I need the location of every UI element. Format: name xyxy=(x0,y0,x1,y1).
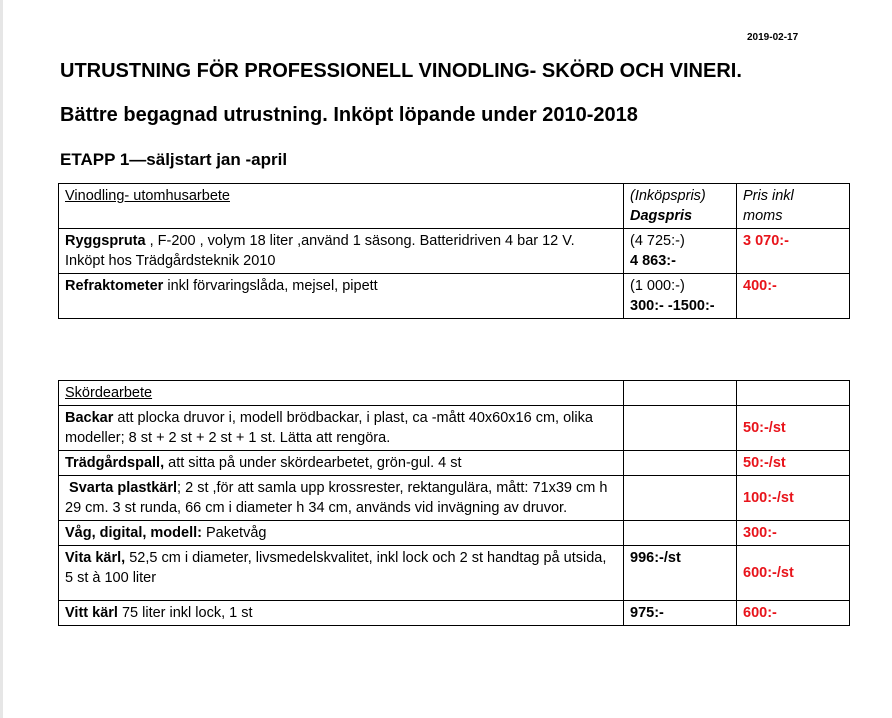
item-purchase xyxy=(624,274,737,319)
table-row xyxy=(59,229,850,274)
item-name: Backar xyxy=(65,410,114,426)
header-category xyxy=(59,381,624,406)
item-description xyxy=(59,451,624,476)
item-desc: , F-200 , volym 18 liter ,använd 1 säsong. Batteridriven 4 bar 12 V. xyxy=(145,233,575,249)
purchase-price: (4 725:-) xyxy=(630,233,685,249)
item-purchase xyxy=(624,546,737,601)
item-desc: 75 liter inkl lock, 1 st xyxy=(117,605,253,621)
item-price xyxy=(737,546,850,601)
harvest-equipment-table xyxy=(58,380,850,626)
category-label: Vinodling- utomhusarbete xyxy=(65,188,230,204)
item-description xyxy=(59,601,624,626)
item-name: Vita kärl, xyxy=(65,550,126,566)
sale-price: 50:-/st xyxy=(743,420,786,436)
table-header-row xyxy=(59,381,850,406)
header-price xyxy=(737,184,850,229)
purchase-price: 975:- xyxy=(630,605,664,621)
item-desc: att plocka druvor i, modell brödbackar, i plast, ca -mått 40x60x16 cm, olika modeller; 8 st + 2 st + 2 st + 1 st. Lätta att rengöra. xyxy=(65,410,593,446)
item-desc: att sitta på under skördearbetet, grön-gul. 4 st xyxy=(164,455,462,471)
item-desc: inkl förvaringslåda, mejsel, pipett xyxy=(163,278,378,294)
sale-price: 600:- xyxy=(743,605,777,621)
header-price xyxy=(737,381,850,406)
table-row xyxy=(59,546,850,601)
sale-price: 400:- xyxy=(743,278,777,294)
category-label: Skördearbete xyxy=(65,385,153,401)
item-name: Svarta plastkärl xyxy=(69,480,178,496)
item-purchase xyxy=(624,406,737,451)
daily-price: 300:- -1500:- xyxy=(630,298,715,314)
item-description xyxy=(59,406,624,451)
daily-price: 4 863:- xyxy=(630,253,676,269)
sale-price: 3 070:- xyxy=(743,233,789,249)
sale-price: 300:- xyxy=(743,525,777,541)
item-description xyxy=(59,521,624,546)
purchase-price: 996:-/st xyxy=(630,550,681,566)
purchase-label: (Inköpspris) xyxy=(630,188,706,204)
item-note: Inköpt hos Trädgårdsteknik 2010 xyxy=(65,253,276,269)
item-purchase xyxy=(624,476,737,521)
header-purchase xyxy=(624,184,737,229)
item-description xyxy=(59,274,624,319)
item-name: Våg, digital, modell: xyxy=(65,525,202,541)
item-purchase xyxy=(624,601,737,626)
vineyard-equipment-table xyxy=(58,183,850,319)
price-label-1: Pris inkl xyxy=(743,188,794,204)
stage-heading: ETAPP 1—säljstart jan -april xyxy=(60,150,288,169)
sale-price: 50:-/st xyxy=(743,455,786,471)
item-name: Ryggspruta xyxy=(65,233,146,249)
page-edge xyxy=(0,0,3,718)
price-label-2: moms xyxy=(743,208,783,224)
sale-price: 600:-/st xyxy=(743,565,794,581)
page-subtitle: Bättre begagnad utrustning. Inköpt löpande under 2010-2018 xyxy=(60,104,638,126)
document-date: 2019-02-17 xyxy=(747,32,799,43)
table-header-row xyxy=(59,184,850,229)
item-purchase xyxy=(624,451,737,476)
table-row xyxy=(59,521,850,546)
item-desc: Paketvåg xyxy=(201,525,267,541)
page-title: UTRUSTNING FÖR PROFESSIONELL VINODLING- SKÖRD OCH VINERI. xyxy=(60,60,742,82)
item-price xyxy=(737,274,850,319)
item-desc: ; 2 st ,för att samla upp krossrester, rektangulära, mått: 71x39 cm h 29 cm. 3 st runda, 66 cm i diameter h 34 cm, används vid invägning av druvor. xyxy=(65,480,608,516)
purchase-price: (1 000:-) xyxy=(630,278,685,294)
item-price xyxy=(737,601,850,626)
item-price xyxy=(737,521,850,546)
daily-label: Dagspris xyxy=(630,208,693,224)
item-price xyxy=(737,451,850,476)
sale-price: 100:-/st xyxy=(743,490,794,506)
item-name: Refraktometer xyxy=(65,278,164,294)
table-row xyxy=(59,274,850,319)
header-purchase xyxy=(624,381,737,406)
item-description xyxy=(59,229,624,274)
item-purchase xyxy=(624,229,737,274)
item-price xyxy=(737,406,850,451)
item-description xyxy=(59,546,624,601)
header-category xyxy=(59,184,624,229)
item-description xyxy=(59,476,624,521)
table-row xyxy=(59,451,850,476)
table-row xyxy=(59,406,850,451)
table-row xyxy=(59,476,850,521)
table-row xyxy=(59,601,850,626)
item-name: Vitt kärl xyxy=(65,605,118,621)
item-price xyxy=(737,229,850,274)
item-price xyxy=(737,476,850,521)
item-name: Trädgårdspall, xyxy=(65,455,165,471)
item-desc: 52,5 cm i diameter, livsmedelskvalitet, inkl lock och 2 st handtag på utsida, 5 st à 100 liter xyxy=(65,550,607,586)
item-purchase xyxy=(624,521,737,546)
